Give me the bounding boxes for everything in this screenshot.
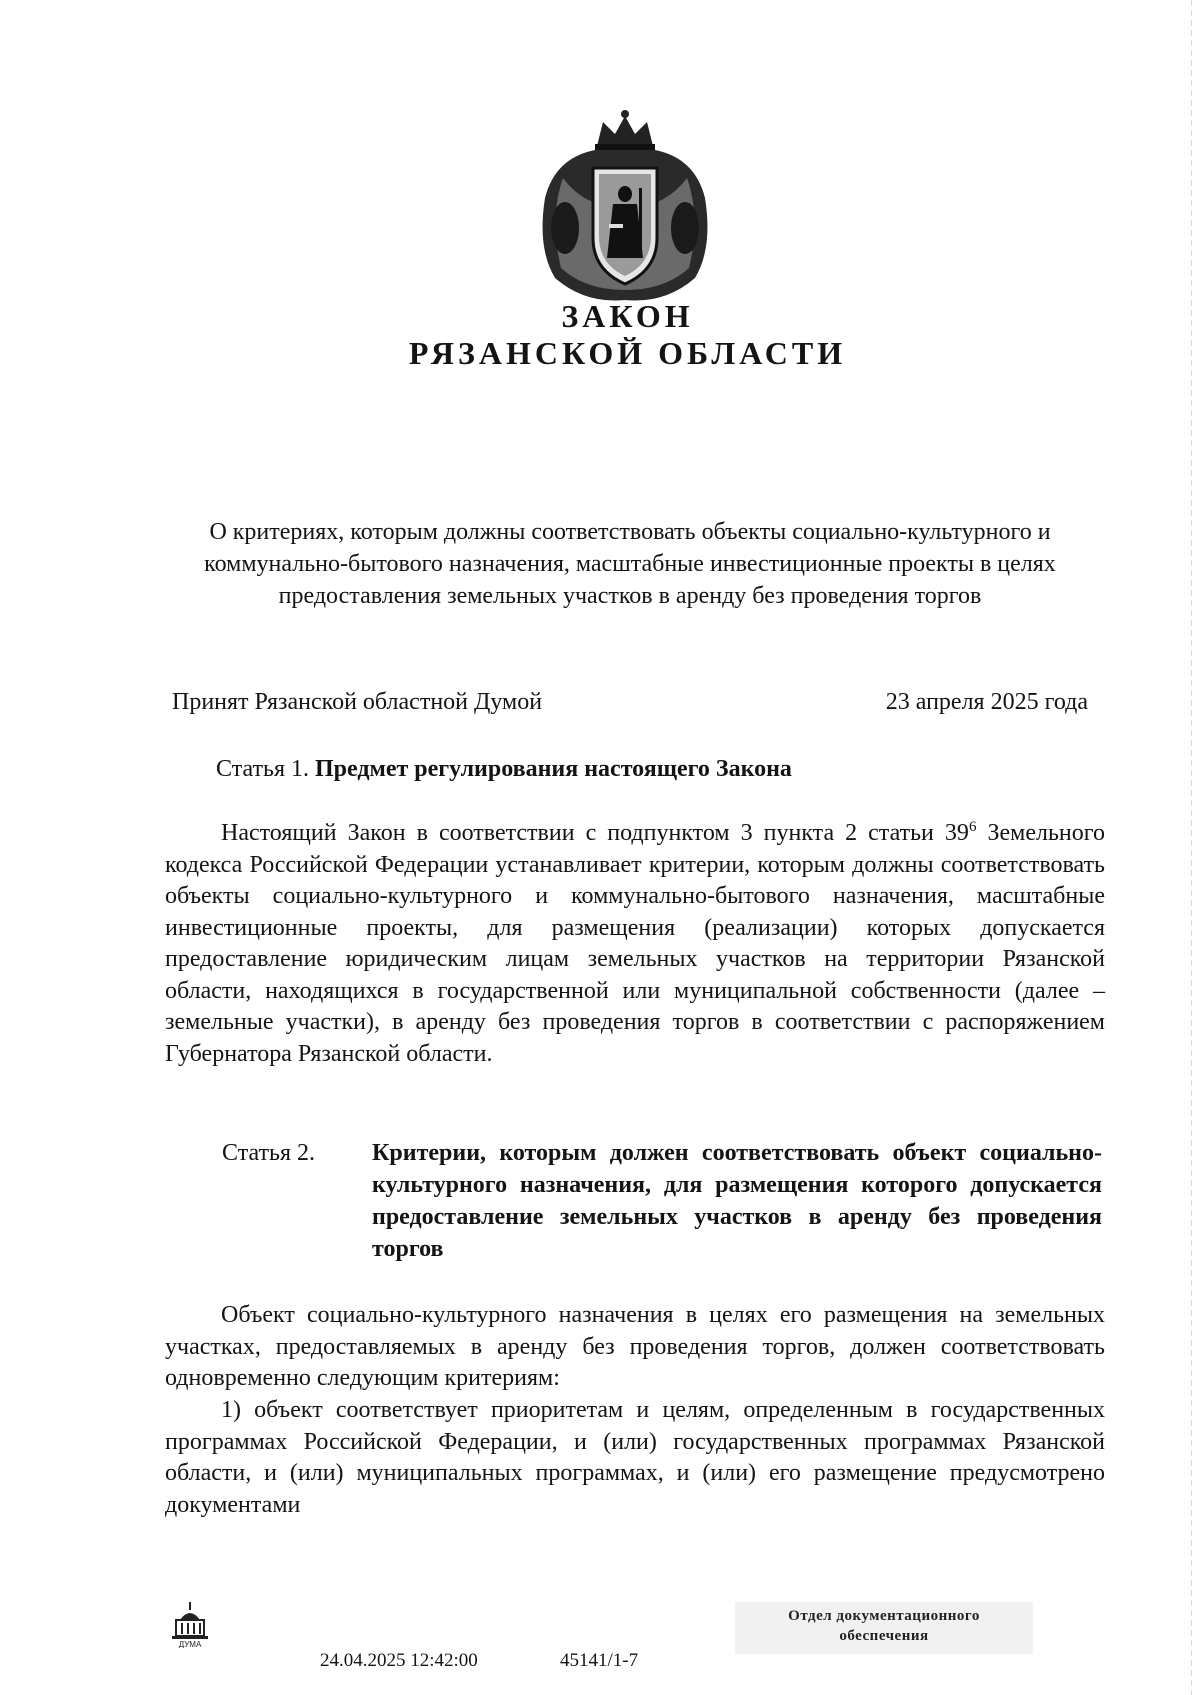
article-1-text-part1: Настоящий Закон в соответствии с подпунктом 3 пункта 2 статьи 39 (221, 820, 969, 846)
adopted-date: 23 апреля 2025 года (885, 689, 1088, 715)
article-1-text (165, 818, 1105, 1070)
duma-building-icon (172, 1602, 208, 1648)
article-1-heading (216, 753, 792, 785)
article-1-label: Статья 1. (216, 756, 309, 782)
article-2-intro: Объект социально-культурного назначения в целях его размещения на земельных участках, предоставляемых в аренду без проведения торгов, должен соответствовать одновременно следующим критериям: (165, 1302, 1105, 1391)
scan-edge-line (1191, 0, 1192, 1695)
article-1-superscript: 6 (968, 819, 977, 835)
article-2-label: Статья 2. (222, 1140, 315, 1166)
svg-text:ДУМА: ДУМА (178, 1640, 202, 1648)
document-heading: О критериях, которым должны соответствовать объекты социально-культурного и коммунально-бытового назначения, масштабные инвестиционные проекты в целях предоставления земельных участков в аренду без проведения торгов (204, 519, 1056, 609)
department-stamp (735, 1602, 1033, 1654)
region-title: РЯЗАНСКОЙ ОБЛАСТИ (408, 335, 847, 371)
article-1-title: Предмет регулирования настоящего Закона (314, 756, 792, 782)
footer-datetime: 24.04.2025 12:42:00 (320, 1650, 478, 1671)
adopted-by: Принят Рязанской областной Думой (172, 689, 543, 715)
article-2-title: Критерии, которым должен соответствовать объект социально-культурного назначения, для размещения которого допускается предоставление земельных участков в аренду без проведения торгов (372, 1140, 1102, 1262)
article-1-text-part2: Земельного кодекса Российской Федерации устанавливает критерии, которым должны соответствовать объекты социально-культурного и коммунально-бытового назначения, масштабные инвестиционные проекты, для размещения (реализации) которых допускается предоставление юридическим лицам земельных участков на территории Рязанской области, находящихся в государственной или муниципальной собственности (далее – земельные участки), в аренду без проведения торгов в соответствии с распоряжением Губернатора Рязанской области. (165, 820, 1105, 1067)
coat-of-arms-icon (535, 108, 715, 304)
stamp-line-2: обеспечения (839, 1628, 929, 1644)
article-2-item-1: 1) объект соответствует приоритетам и целям, определенным в государственных программах Российской Федерации, и (или) государственных программах Рязанской области, и (или) муниципальных программах, и (или) его размещение предусмотрено документами (165, 1397, 1105, 1518)
stamp-line-1: Отдел документационного (788, 1608, 980, 1624)
law-title: ЗАКОН (561, 298, 694, 334)
footer-reg-number: 45141/1-7 (560, 1650, 639, 1671)
